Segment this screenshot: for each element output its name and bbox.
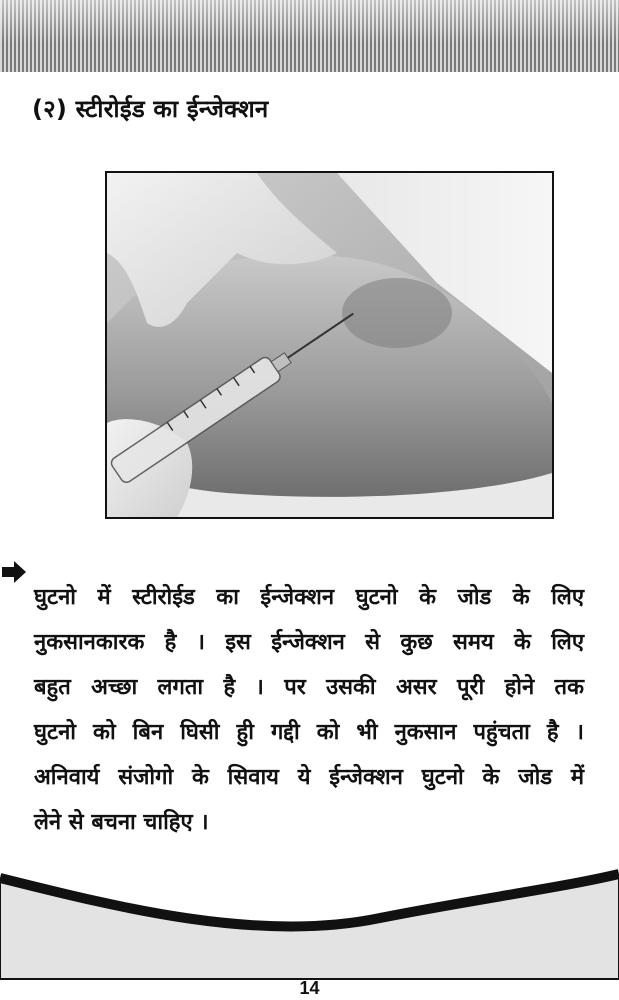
footer-wave-decoration [0, 868, 619, 980]
paragraph-line: लेने से बचना चाहिए । [34, 810, 209, 835]
paragraph-line: घुटनो में स्टीरोईड का ईन्जेक्शन घुटनो के जोड के लिए [34, 585, 584, 610]
arrow-right-icon [2, 560, 26, 584]
paragraph-line: नुकसानकारक है । इस ईन्जेक्शन से कुछ समय के लिए [34, 630, 584, 655]
page-number: 14 [299, 978, 320, 998]
paragraph-line: बहुत अच्छा लगता है । पर उसकी असर पूरी होने तक [34, 675, 584, 700]
paragraph-line: अनिवार्य संजोगो के सिवाय ये ईन्जेक्शन घुटनो के जोड में [34, 765, 584, 790]
body-paragraph [34, 575, 584, 845]
paragraph-line: घुटनो को बिन घिसी हुी गद्दी को भी नुकसान पहुंचता है । [34, 720, 584, 745]
section-heading: (२) स्टीरोईड का ईन्जेक्शन [32, 95, 269, 123]
header-stripe-band [0, 0, 619, 72]
knee-injection-photo [105, 171, 554, 519]
